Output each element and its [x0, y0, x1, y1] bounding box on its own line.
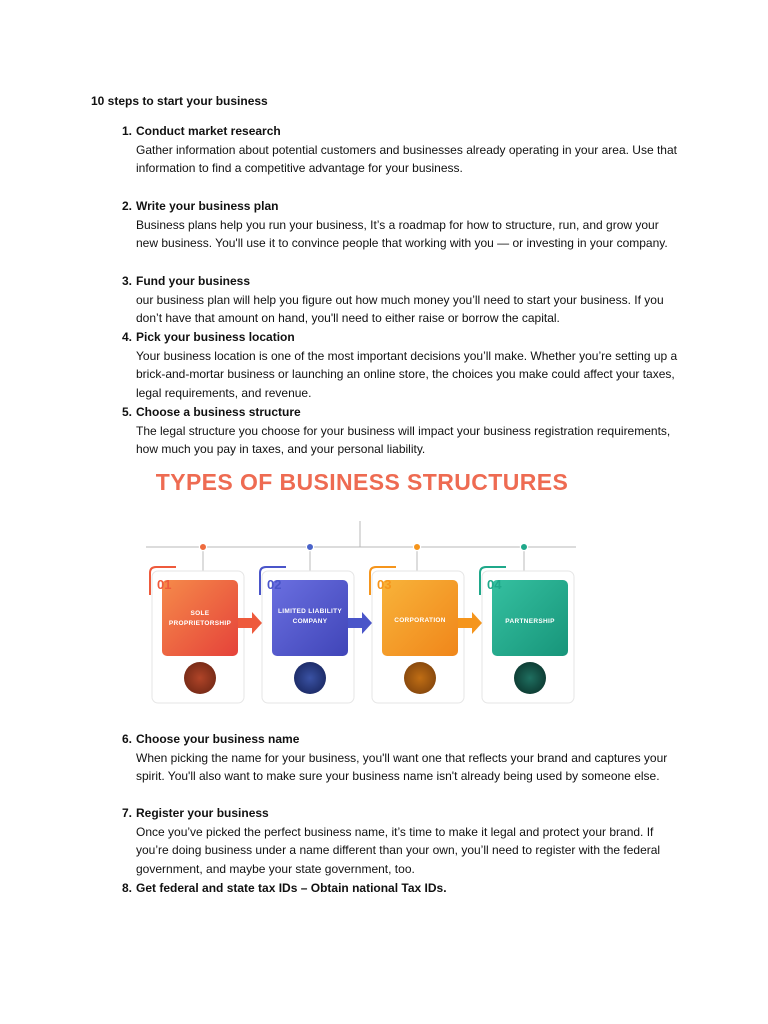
pin-dot	[199, 543, 206, 550]
step-item	[121, 272, 682, 328]
step-body: Business plans help you run your business, It’s a roadmap for how to structure, run, and grow your new business. You'll use it to convince people that working with you — or investing in your company.	[136, 217, 668, 251]
timeline-pins	[199, 543, 527, 575]
step-heading: Pick your business location	[136, 330, 295, 344]
card-number: 02	[267, 577, 282, 592]
step-heading: Register your business	[136, 806, 269, 820]
dot-4	[514, 662, 546, 694]
step-body: When picking the name for your business, you'll want one that reflects your brand and captures your spirit. You'll also want to make sure your business name isn't already being used by someone else.	[136, 750, 668, 784]
card-label-line: PROPRIETORSHIP	[168, 620, 232, 627]
business-structures-infographic	[146, 463, 578, 711]
step-number: 4.	[121, 330, 132, 344]
step-number: 2.	[121, 199, 132, 213]
card-label	[382, 616, 458, 626]
card-number: 01	[157, 577, 172, 592]
step-heading: Conduct market research	[136, 124, 281, 138]
step-number: 6.	[121, 732, 132, 746]
pin-dot	[306, 543, 313, 550]
card-label	[492, 617, 568, 627]
document-title: 10 steps to start your business	[91, 94, 268, 108]
card-number: 03	[377, 577, 392, 592]
step-body: our business plan will help you figure out how much money you’ll need to start your business. If you don’t have that amount on hand, you'll need to either raise or borrow the capital.	[136, 292, 664, 326]
infographic-graphic	[146, 463, 578, 711]
infographic-title: TYPES OF BUSINESS STRUCTURES	[155, 469, 569, 495]
step-number: 1.	[121, 124, 132, 138]
step-item	[121, 730, 682, 786]
card-label-line: PARTNERSHIP	[505, 618, 555, 625]
step-body: Gather information about potential customers and businesses already operating in your area. Use that information to find a competitive advantage for your business.	[136, 142, 677, 176]
step-item	[121, 804, 682, 879]
pin-dot	[413, 543, 420, 550]
step-number: 3.	[121, 274, 132, 288]
card-label-line: COMPANY	[292, 618, 328, 625]
step-body: The legal structure you choose for your business will impact your business registration requirements, how much you pay in taxes, and your personal liability.	[136, 423, 671, 457]
card-number: 04	[487, 577, 502, 592]
card-label	[272, 607, 348, 627]
card-label-line: SOLE	[190, 610, 210, 617]
step-item	[121, 328, 682, 403]
dot-3	[404, 662, 436, 694]
card-label-line: LIMITED LIABILITY	[278, 608, 342, 615]
step-item	[121, 197, 682, 253]
card-label-line: CORPORATION	[394, 617, 446, 624]
step-heading: Fund your business	[136, 274, 251, 288]
step-number: 8.	[121, 881, 132, 895]
step-body: Your business location is one of the most important decisions you’ll make. Whether you’re setting up a brick-and-mortar business or launching an online store, the choices you make could affect your taxes, legal requirements, and revenue.	[136, 348, 678, 401]
step-heading: Choose your business name	[136, 732, 300, 746]
step-body: Once you’ve picked the perfect business name, it’s time to make it legal and protect your brand. If you’re doing business under a name different than your own, you’ll need to register with the federal government, and maybe your state government, too.	[136, 824, 661, 877]
step-number: 7.	[121, 806, 132, 820]
pin-dot	[520, 543, 527, 550]
step-item	[121, 122, 682, 178]
dot-1	[184, 662, 216, 694]
step-heading: Choose a business structure	[136, 405, 301, 419]
step-item	[121, 403, 682, 459]
step-number: 5.	[121, 405, 132, 419]
step-heading: Write your business plan	[136, 199, 279, 213]
dot-2	[294, 662, 326, 694]
step-item	[121, 879, 682, 898]
card-label	[162, 609, 238, 629]
step-heading: Get federal and state tax IDs – Obtain national Tax IDs.	[136, 881, 447, 895]
